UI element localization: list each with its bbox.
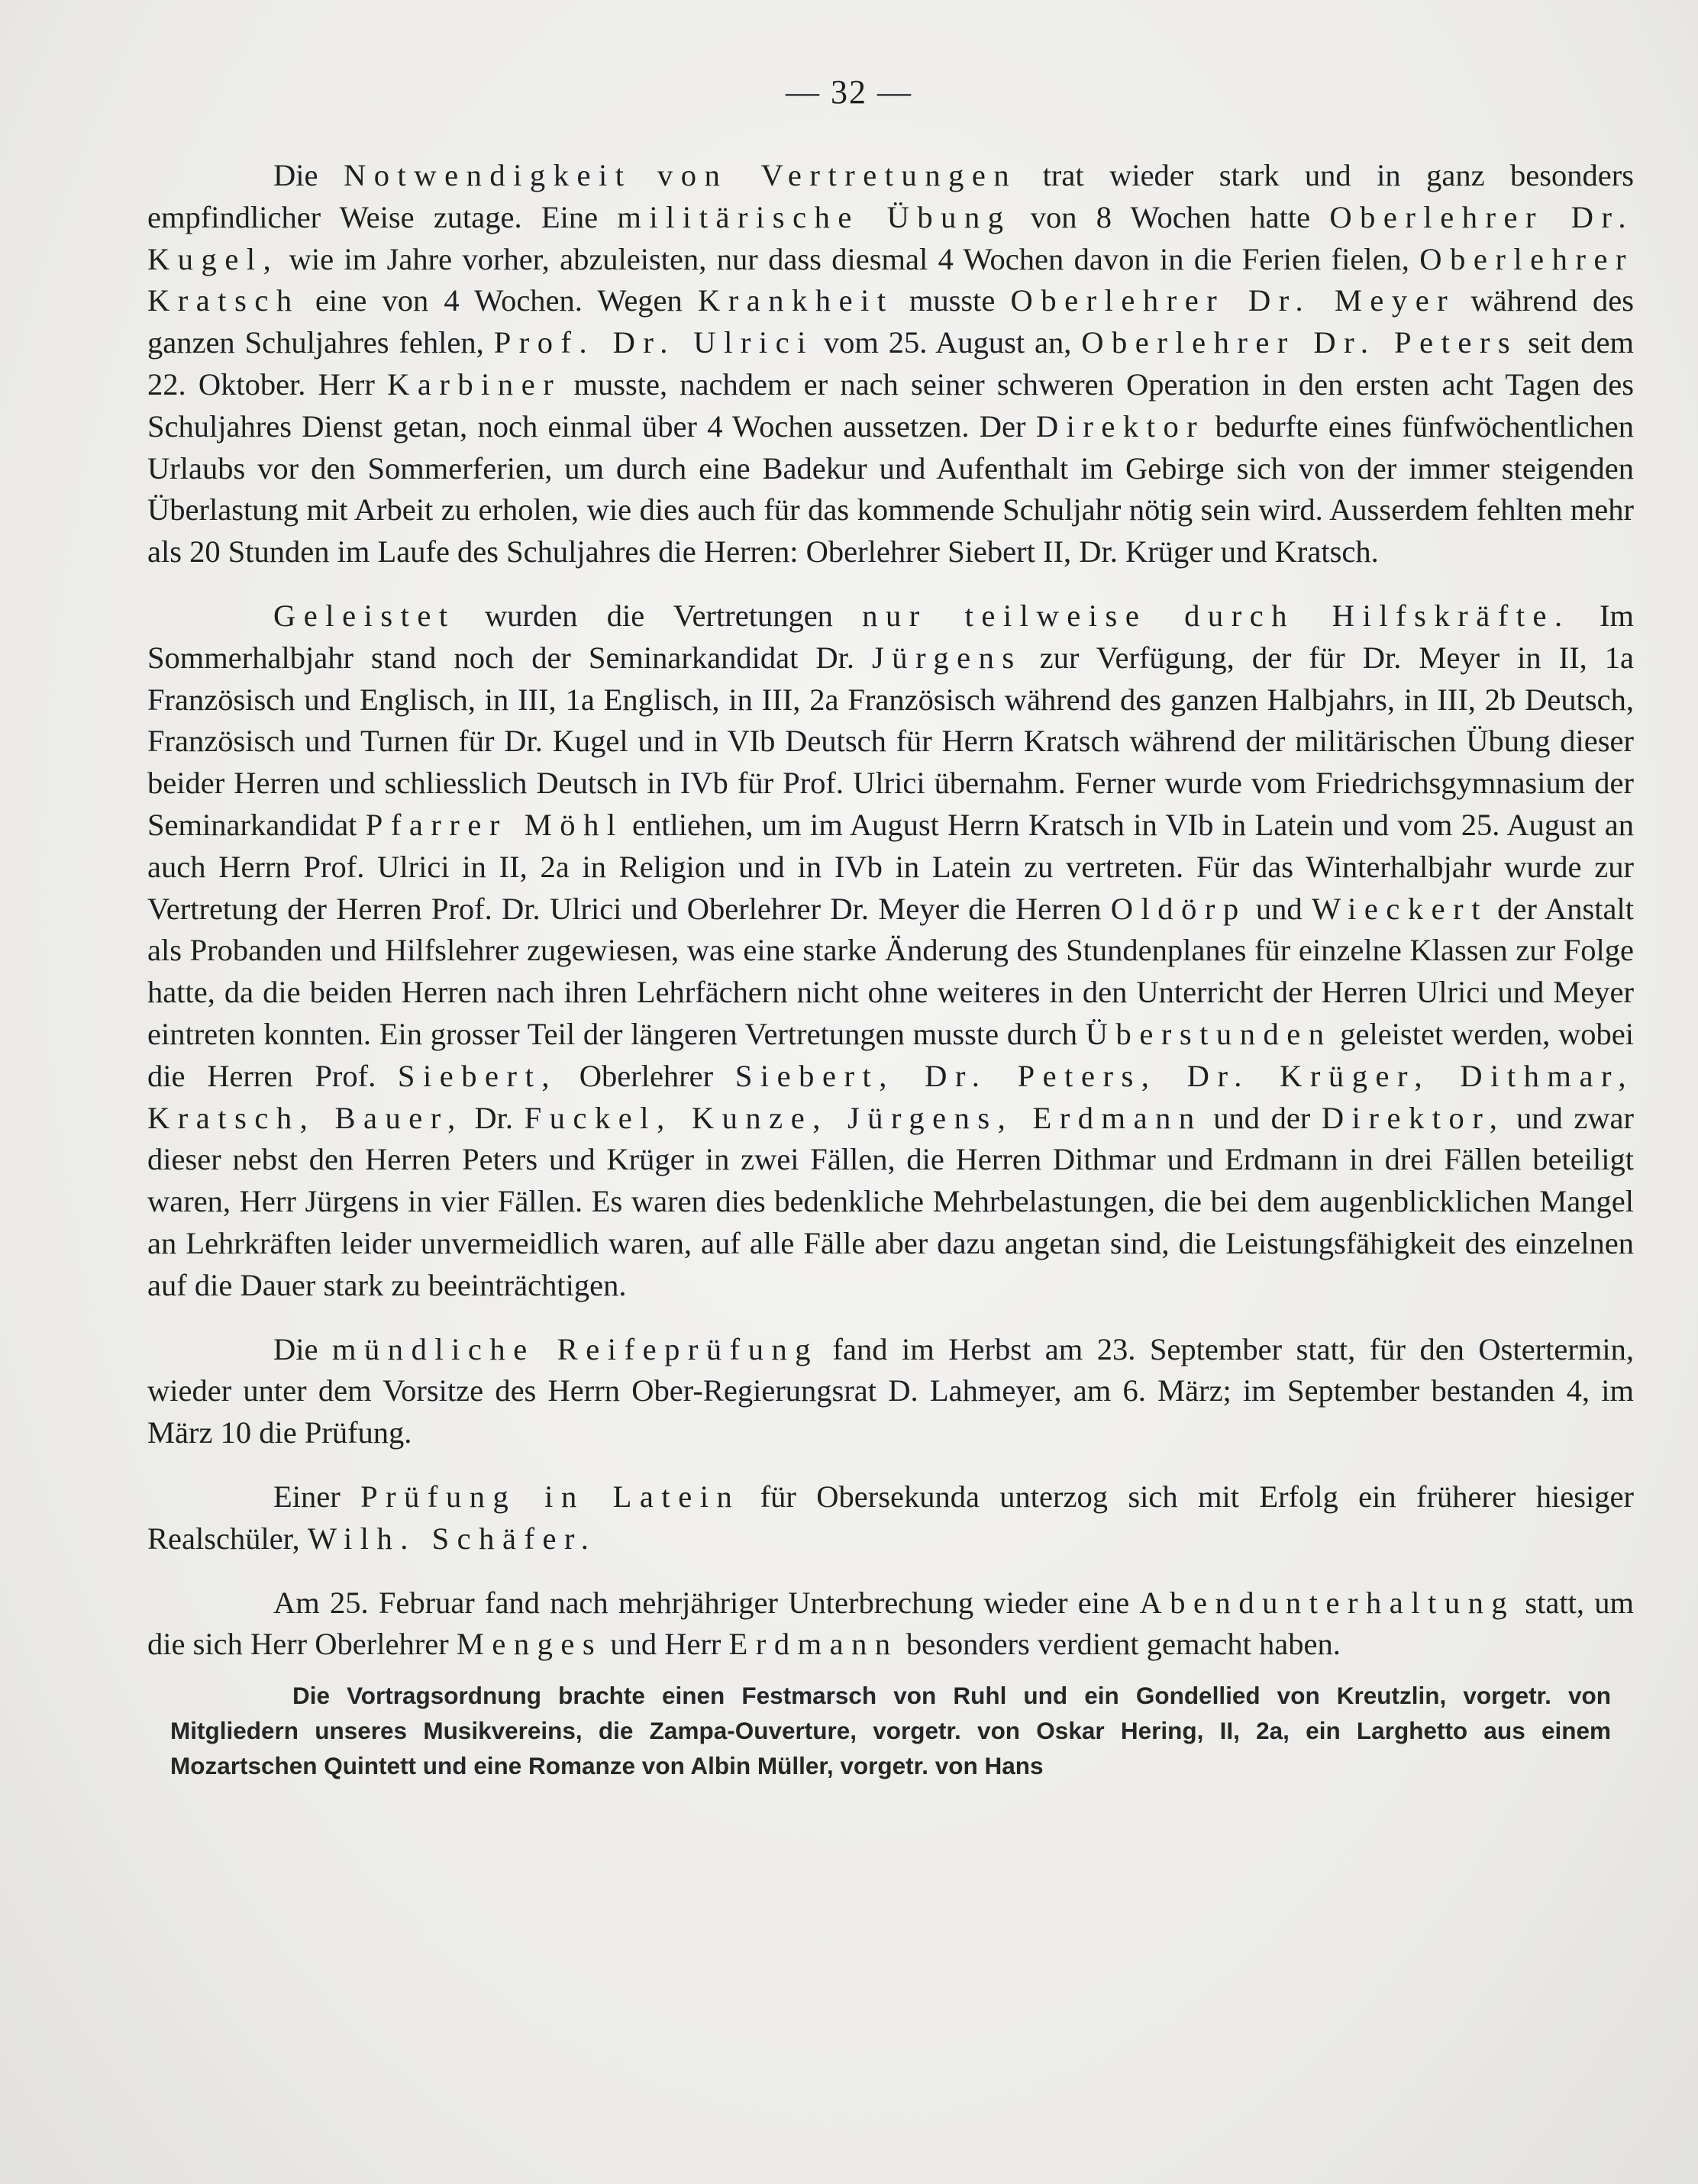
text-run: Am 25. Februar fand nach mehrjähriger Unterbrechung wieder eine <box>273 1585 1140 1620</box>
text-run: während des ganzen Schuljahres fehlen, <box>147 283 1634 360</box>
text-run: seit dem 22. Oktober. Herr <box>147 325 1634 402</box>
text-run: Dr. <box>463 1100 525 1135</box>
text-run: musste, nachdem er nach seiner schweren Operation in den ersten acht Tagen des Schuljahres Dienst getan, noch einmal über 4 Wochen aussetzen. Der <box>147 366 1634 444</box>
spaced-emphasis: Jürgens <box>872 640 1022 675</box>
text-run: wie im Jahre vorher, abzuleisten, nur dass diesmal 4 Wochen davon in die Ferien fielen, <box>279 241 1420 276</box>
text-run: und der <box>1202 1100 1322 1135</box>
spaced-emphasis: nur teilweise durch Hilfskräfte. <box>862 598 1570 633</box>
spaced-emphasis: Pfarrer Möhl <box>365 807 624 842</box>
spaced-emphasis: Karbiner <box>387 366 562 402</box>
text-run: zur Verfügung, der für Dr. Meyer in II, 1a Französisch und Englisch, in III, 1a Englisch, in III, 2a Französisch während des ganzen Halbjahrs, in III, 2b Deutsch, Französisch und Turnen für Dr. Kugel und in VIb Deutsch für Herrn Kratsch während der militärischen Übung dieser beider Herren und schliesslich Deutsch in IVb für Prof. Ulrici übernahm. Ferner wurde vom Friedrichsgymnasium der Seminarkandidat <box>147 640 1634 842</box>
text-run: Die <box>273 1331 332 1366</box>
spaced-emphasis: Oberlehrer Dr. Peters <box>1081 325 1519 360</box>
paragraph-abendunterhaltung <box>147 1582 1634 1666</box>
text-run: von 8 Wochen hatte <box>1011 199 1330 234</box>
spaced-emphasis: Oberlehrer Dr. Kugel, <box>147 199 1634 276</box>
text-run: Einer <box>273 1479 361 1514</box>
text-run: musste <box>893 283 1011 318</box>
text-run: der Anstalt als Probanden und Hilfslehrer zugewiesen, was eine starke Änderung des Stundenplanes für einzelne Klassen zur Folge hatte, da die beiden Herren nach ihren Lehrfächern nicht ohne weiteres in den Unterricht der Herren Ulrici und Meyer eintreten konnten. Ein grosser Teil der längeren Vertretungen musste durch <box>147 891 1635 1051</box>
text-run: entliehen, um im August Herrn Kratsch in VIb in Latein und vom 25. August an auch Herrn Prof. Ulrici in II, 2a in Religion und in IVb in Latein zu vertreten. Für das Winterhalbjahr wurde zur Vertretung der Herren Prof. Dr. Ulrici und Oberlehrer Dr. Meyer die Herren <box>147 807 1634 926</box>
body-text <box>147 155 1634 1783</box>
text-run: Oberlehrer <box>557 1058 735 1093</box>
spaced-emphasis: Fuckel, Kunze, Jürgens, Erdmann <box>524 1100 1202 1135</box>
spaced-emphasis: Wieckert <box>1311 891 1488 926</box>
spaced-emphasis: Direktor, <box>1321 1100 1506 1135</box>
spaced-emphasis: Krankheit <box>697 283 894 318</box>
spaced-emphasis: Geleistet <box>273 598 456 633</box>
spaced-emphasis: Oberlehrer Kratsch <box>147 241 1634 318</box>
spaced-emphasis: Direktor <box>1035 408 1206 444</box>
spaced-emphasis: Notwendigkeit <box>343 158 632 192</box>
spaced-emphasis: Oldörp <box>1110 891 1247 926</box>
page-number: — 32 — <box>786 73 912 111</box>
spaced-emphasis: Wilh. Schäfer. <box>307 1521 597 1556</box>
spaced-emphasis: Siebert, Dr. Peters, Dr. Krüger, Dithmar, Kratsch, Bauer, <box>147 1058 1635 1135</box>
spaced-emphasis: Siebert, <box>397 1058 558 1093</box>
text-run: geleistet werden, wobei die Herren Prof. <box>147 1016 1634 1093</box>
text-run: für Obersekunda unterzog sich mit Erfolg ein früherer hiesiger Realschüler, <box>147 1479 1634 1556</box>
spaced-emphasis: Menges <box>456 1627 603 1662</box>
spaced-emphasis: militärische Übung <box>617 199 1012 234</box>
text-run: bedurfte eines fünfwöchentlichen Urlaubs vor den Sommerferien, um durch eine Badekur und Aufenthalt im Gebirge sich von der immer steigenden Überlastung mit Arbeit zu erholen, wie dies auch für das kommende Schuljahr nötig sein wird. Ausserdem fehlten mehr als 20 Stunden im Laufe des Schuljahres die Herren: Oberlehrer Siebert II, Dr. Krüger und Kratsch. <box>147 408 1634 569</box>
text-run: eine von 4 Wochen. Wegen <box>299 283 698 318</box>
text-run: besonders verdient gemacht haben. <box>898 1627 1341 1662</box>
paragraph-geleistet <box>147 595 1634 1307</box>
spaced-emphasis: Überstunden <box>1085 1016 1332 1051</box>
text-run: fand im Herbst am 23. September statt, für den Ostertermin, wieder unter dem Vorsitze des Herrn Ober-Regierungsrat D. Lahmeyer, am 6. März; im September bestanden 4, im März 10 die Prüfung. <box>147 1331 1634 1450</box>
text-run: und zwar dieser nebst den Herren Peters und Krüger in zwei Fällen, die Herren Dithmar und Erdmann in drei Fällen beteiligt waren, Herr Jürgens in vier Fällen. Es waren dies bedenkliche Mehrbelastungen, die bei dem augenblicklichen Mangel an Lehrkräften leider unvermeidlich waren, auf alle Fälle aber dazu angetan sind, die Leistungsfähigkeit des einzelnen auf die Dauer stark zu beeinträchtigen. <box>147 1100 1635 1302</box>
text-run: Im Sommerhalbjahr stand noch der Seminarkandidat Dr. <box>147 598 1634 675</box>
paragraph-vertretungen <box>147 155 1634 573</box>
text-run: und Herr <box>602 1627 729 1662</box>
text-run: Die <box>273 158 344 192</box>
text-run: und <box>1246 891 1312 926</box>
spaced-emphasis: Oberlehrer Dr. Meyer <box>1010 283 1456 318</box>
text-run <box>632 158 657 192</box>
spaced-emphasis: mündliche Reifeprüfung <box>331 1331 819 1366</box>
paragraph-reifepruefung <box>147 1329 1634 1454</box>
spaced-emphasis: Abendunterhaltung <box>1139 1585 1516 1620</box>
text-run: statt, um die sich Herr Oberlehrer <box>147 1585 1634 1662</box>
spaced-emphasis: Prof. Dr. Ulrici <box>493 325 814 360</box>
spaced-emphasis: Erdmann <box>728 1627 899 1662</box>
small-note-vortragsordnung: Die Vortragsordnung brachte einen Festmarsch von Ruhl und ein Gondellied von Kreutzlin, vorgetr. von Mitgliedern unseres Musikvereins, die Zampa-Ouverture, vorgetr. von Oskar Hering, II, 2a, ein Larghetto aus einem Mozartschen Quintett und eine Romanze von Albin Müller, vorgetr. von Hans <box>170 1682 1611 1780</box>
text-run: wurden die Vertretungen <box>455 598 863 633</box>
text-run: vom 25. August an, <box>813 325 1082 360</box>
paragraph-pruefung-latein <box>147 1476 1634 1560</box>
spaced-emphasis: Prüfung in Latein <box>360 1479 741 1514</box>
spaced-emphasis: von Vertretungen <box>657 158 1018 192</box>
text-run: trat wieder stark und in ganz besonders empfindlicher Weise zutage. Eine <box>147 158 1634 234</box>
